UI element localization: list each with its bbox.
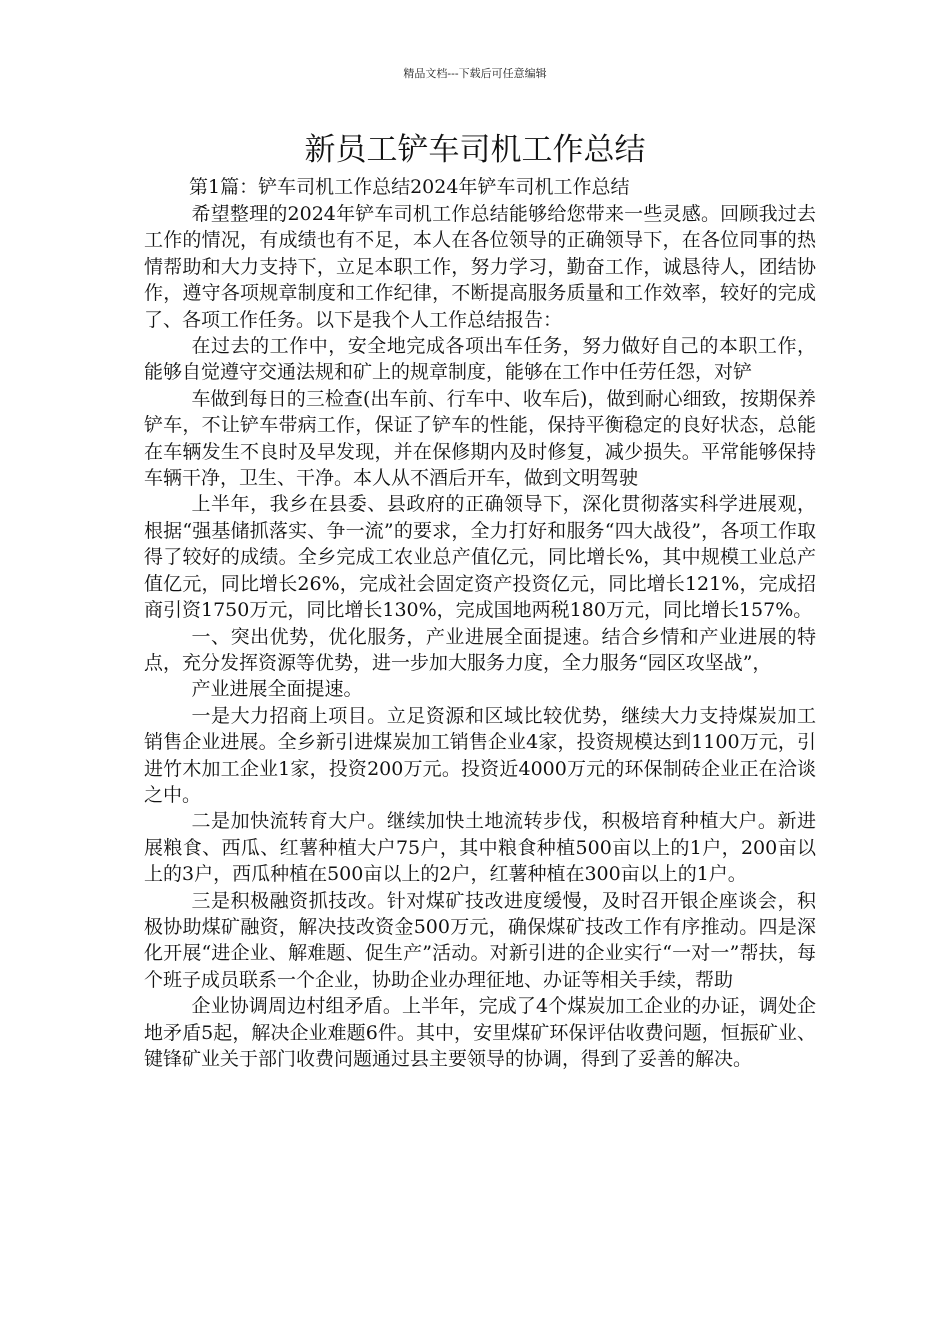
page-header-note: 精品文档---下载后可任意编辑 xyxy=(403,67,547,80)
paragraph-half-year-summary: 上半年，我乡在县委、县政府的正确领导下，深化贯彻落实科学进展观，根据“强基储抓落实、争一流”的要求，全力打好和服务“四大战役”，各项工作取得了较好的成绩。全乡完成工农业总产值亿元，同比增长%，其中规模工业总产值亿元，同比增长26%，完成社会固定资产投资亿元，同比增长121%，完成招商引资1750万元，同比增长130%，完成国地两税180万元，同比增长157%。 xyxy=(144,493,816,622)
document-body xyxy=(144,201,816,1072)
paragraph-enterprise-coordination: 企业协调周边村组矛盾。上半年，完成了4个煤炭加工企业的办证，调处企地矛盾5起，解决企业难题6件。其中，安里煤矿环保评估收费问题，恒振矿业、键锋矿业关于部门收费问题通过县主要领导的协调，得到了妥善的解决。 xyxy=(144,995,816,1070)
paragraph-investment: 一是大力招商上项目。立足资源和区域比较优势，继续大力支持煤炭加工销售企业进展。全乡新引进煤炭加工销售企业4家，投资规模达到1100万元，引进竹木加工企业1家，投资200万元。投资近4000万元的环保制砖企业正在洽谈之中。 xyxy=(144,704,816,806)
paragraph-section-one-cont: 产业进展全面提速。 xyxy=(191,678,363,701)
paragraph-maintenance: 车做到每日的三检查(出车前、行车中、收车后)，做到耐心细致，按期保养铲车，不让铲车带病工作，保证了铲车的性能，保持平衡稳定的良好状态，总能在车辆发生不良时及早发现，并在保修期内及时修复，减少损失。平常能够保持车辆干净，卫生、干净。本人从不酒后开车，做到文明驾驶 xyxy=(144,387,816,490)
paragraph-intro: 希望整理的2024年铲车司机工作总结能够给您带来一些灵感。回顾我过去工作的情况，有成绩也有不足，本人在各位领导的正确领导下，在各位同事的热情帮助和大力支持下，立足本职工作，努力学习，勤奋工作，诚恳待人，团结协作，遵守各项规章制度和工作纪律，不断提高服务质量和工作效率，较好的完成了、各项工作任务。以下是我个人工作总结报告： xyxy=(144,203,816,331)
paragraph-safety: 在过去的工作中，安全地完成各项出车任务，努力做好自己的本职工作，能够自觉遵守交通法规和矿上的规章制度，能够在工作中任劳任怨，对铲 xyxy=(144,335,816,384)
section-heading: 第1篇：铲车司机工作总结2024年铲车司机工作总结 xyxy=(189,176,630,198)
paragraph-section-one: 一、突出优势，优化服务，产业进展全面提速。结合乡情和产业进展的特点，充分发挥资源等优势，进一步加大服务力度，全力服务“园区攻坚战”， xyxy=(144,625,816,674)
paragraph-financing: 三是积极融资抓技改。针对煤矿技改进度缓慢，及时召开银企座谈会，积极协助煤矿融资，解决技改资金500万元，确保煤矿技改工作有序推动。四是深化开展“进企业、解难题、促生产”活动。对新引进的企业实行“一对一”帮扶，每个班子成员联系一个企业，协助企业办理征地、办证等相关手续，帮助 xyxy=(144,889,816,991)
paragraph-land-transfer: 二是加快流转育大户。继续加快土地流转步伐，积极培育种植大户。新进展粮食、西瓜、红薯种植大户75户，其中粮食种植500亩以上的1户，200亩以上的3户，西瓜种植在500亩以上的2户，红薯种植在300亩以上的1户。 xyxy=(144,810,816,886)
document-title: 新员工铲车司机工作总结 xyxy=(304,132,646,168)
